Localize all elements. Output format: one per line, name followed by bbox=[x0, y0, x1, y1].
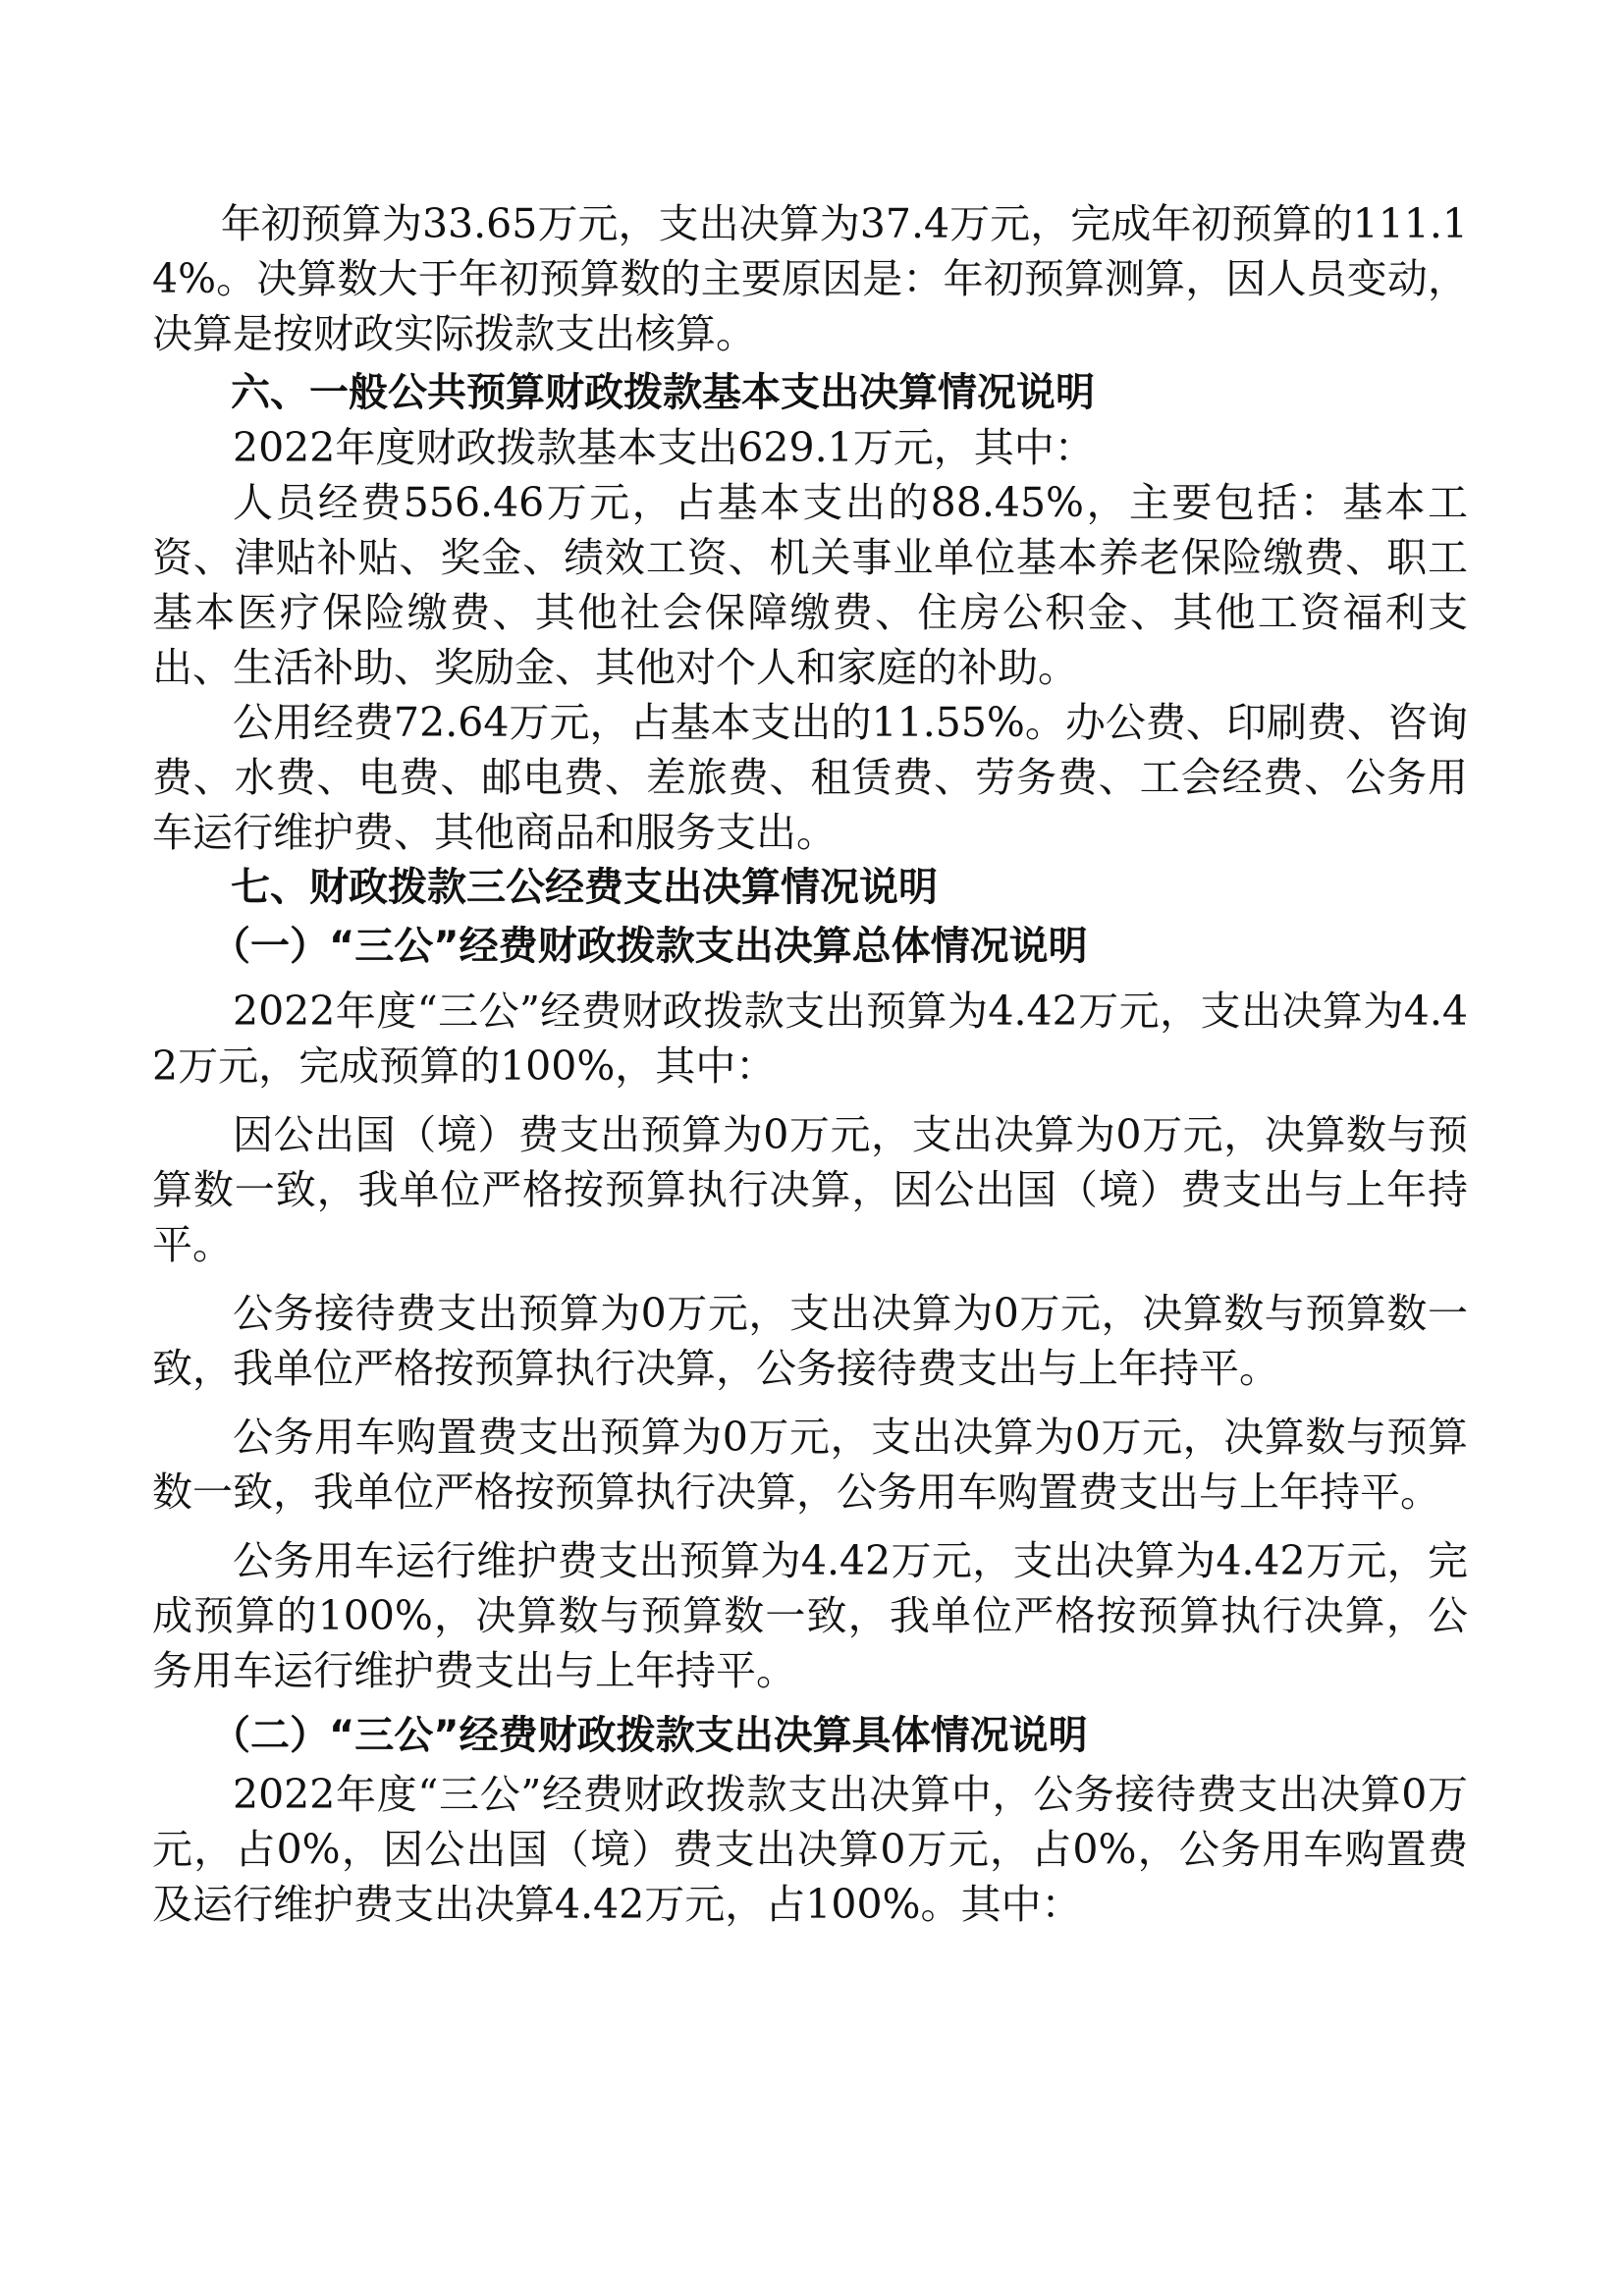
paragraph-reception: 公务接待费支出预算为0万元，支出决算为0万元，决算数与预算数一致，我单位严格按预算执行决算，公务接待费支出与上年持平。 bbox=[152, 1290, 1468, 1392]
section-heading-7: 七、财政拨款三公经费支出决算情况说明 bbox=[231, 865, 938, 910]
paragraph-vehicle-maintenance: 公务用车运行维护费支出预算为4.42万元，支出决算为4.42万元，完成预算的100%，决算数与预算数一致，我单位严格按预算执行决算，公务用车运行维护费支出与上年持平。 bbox=[152, 1537, 1468, 1694]
document-page bbox=[152, 196, 1468, 1932]
paragraph-overseas-travel: 因公出国（境）费支出预算为0万元，支出决算为0万元，决算数与预算数一致，我单位严格按预算执行决算，因公出国（境）费支出与上年持平。 bbox=[152, 1111, 1468, 1268]
paragraph-public-expenses: 公用经费72.64万元，占基本支出的11.55%。办公费、印刷费、咨询费、水费、电费、邮电费、差旅费、租赁费、劳务费、工会经费、公务用车运行维护费、其他商品和服务支出。 bbox=[152, 699, 1468, 856]
paragraph-three-public-detail: 2022年度“三公”经费财政拨款支出决算中，公务接待费支出决算0万元，占0%，因公出国（境）费支出决算0万元，占0%，公务用车购置费及运行维护费支出决算4.42万元，占100%。其中： bbox=[152, 1771, 1468, 1928]
subsection-heading-7-2: （二）“三公”经费财政拨款支出决算具体情况说明 bbox=[211, 1713, 1088, 1758]
paragraph-budget-completion: 年初预算为33.65万元，支出决算为37.4万元，完成年初预算的111.14%。决算数大于年初预算数的主要原因是：年初预算测算，因人员变动，决算是按财政实际拨款支出核算。 bbox=[152, 200, 1468, 357]
paragraph-basic-expenditure: 2022年度财政拨款基本支出629.1万元，其中： bbox=[233, 424, 1095, 471]
section-heading-6: 六、一般公共预算财政拨款基本支出决算情况说明 bbox=[231, 370, 1095, 415]
paragraph-personnel-expenses: 人员经费556.46万元，占基本支出的88.45%，主要包括：基本工资、津贴补贴、奖金、绩效工资、机关事业单位基本养老保险缴费、职工基本医疗保险缴费、其他社会保障缴费、住房公积金、其他工资福利支出、生活补助、奖励金、其他对个人和家庭的补助。 bbox=[152, 479, 1468, 691]
subsection-heading-7-1: （一）“三公”经费财政拨款支出决算总体情况说明 bbox=[211, 924, 1088, 969]
paragraph-three-public-overall: 2022年度“三公”经费财政拨款支出预算为4.42万元，支出决算为4.42万元，完成预算的100%，其中： bbox=[152, 988, 1468, 1090]
paragraph-vehicle-purchase: 公务用车购置费支出预算为0万元，支出决算为0万元，决算数与预算数一致，我单位严格按预算执行决算，公务用车购置费支出与上年持平。 bbox=[152, 1414, 1468, 1516]
